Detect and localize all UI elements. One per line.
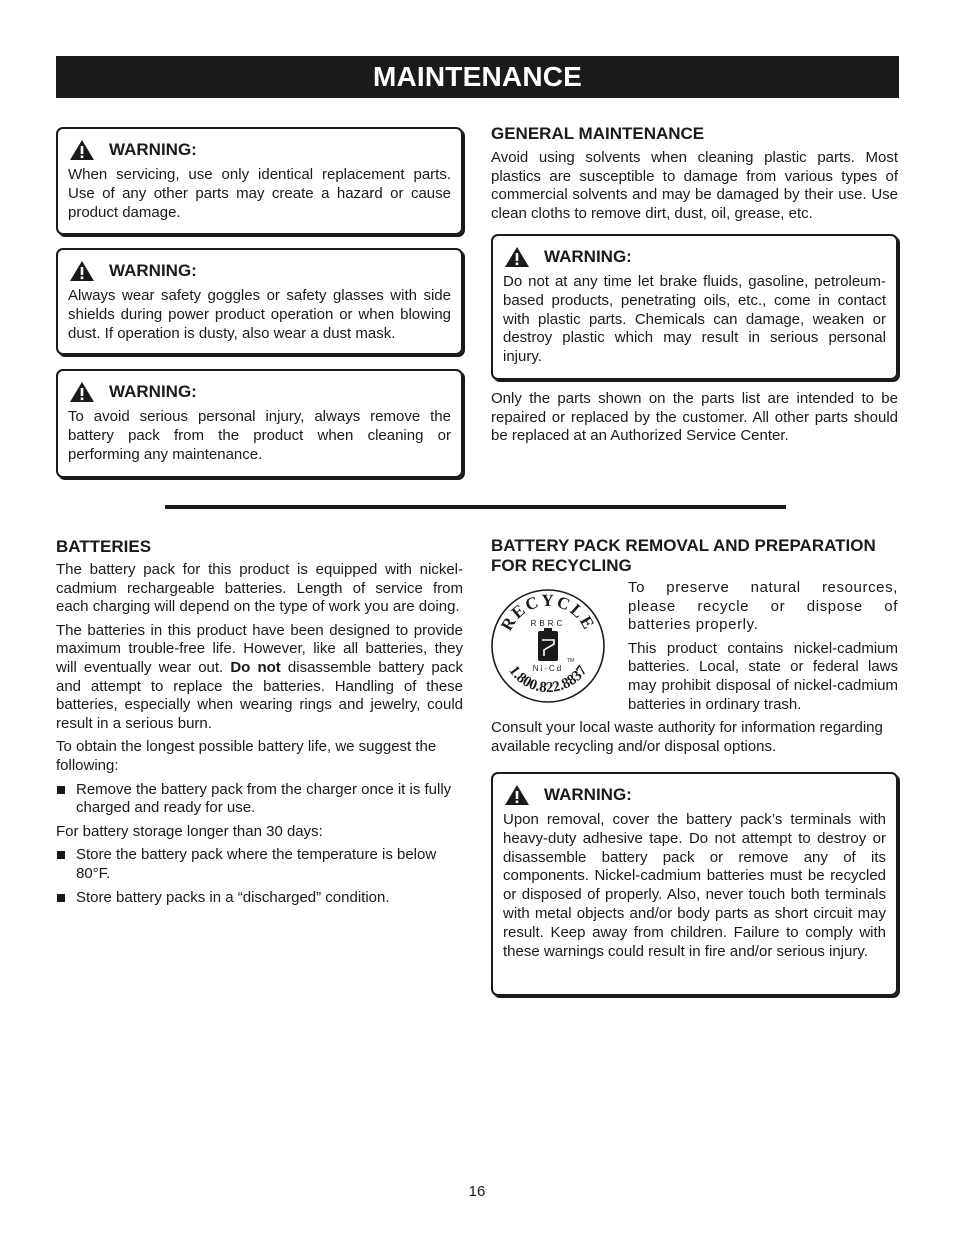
list-item: Remove the battery pack from the charger once it is fully charged and ready for use. (56, 781, 463, 818)
parts-text: Only the parts shown on the parts list are intended to be repaired or replaced by the customer. All other parts should be replaced at an Authorized Service Center. (491, 390, 898, 445)
warning-label: WARNING: (544, 247, 632, 266)
recycling-body (628, 579, 898, 714)
recycling-heading: BATTERY PACK REMOVAL AND PREPARATION FOR RECYCLING (491, 536, 876, 575)
recycling-paragraph-1: To preserve natural resources, please recycle or dispose of batteries properly. (628, 579, 898, 634)
warning-label: WARNING: (544, 785, 632, 804)
warning-text: Always wear safety goggles or safety glasses with side shields during power product operation or when blowing dust. If operation is dusty, also wear a dust mask. (68, 287, 451, 342)
warning-triangle-icon (504, 784, 530, 806)
warning-box-remove-battery (56, 369, 463, 478)
seal-recycle-text: RECYCLE (496, 590, 600, 634)
general-maintenance-text: Avoid using solvents when cleaning plastic parts. Most plastics are susceptible to damage from various types of commercial solvents and may be damaged by their use. Use clean cloths to remove dirt, dust, oil, grease, etc. (491, 149, 898, 222)
recycling-paragraph-3: Consult your local waste authority for information regarding available recycling and/or disposal options. (491, 719, 883, 755)
warning-triangle-icon (69, 260, 95, 282)
batteries-paragraph-2 (56, 622, 463, 734)
battery-tips-list (56, 781, 463, 818)
warning-triangle-icon (504, 246, 530, 268)
general-maintenance-section (491, 124, 898, 223)
battery-icon (538, 628, 558, 661)
recycling-paragraph-2: This product contains nickel-cadmium batteries. Local, state or federal laws may prohibit disposal of nickel-cadmium batteries in ordinary trash. (628, 639, 898, 713)
warning-label: WARNING: (109, 140, 197, 159)
warning-label: WARNING: (109, 382, 197, 401)
batteries-heading: BATTERIES (56, 537, 152, 556)
parts-section (491, 390, 898, 446)
section-divider (165, 505, 786, 509)
batteries-paragraph-2-end: disassemble battery pack and attempt to replace the batteries. Handling of these batteries, especially when wearing rings and jewelry, could result in a serious burn. (56, 658, 464, 732)
batteries-paragraph-2-start: The batteries in this product have been designed to provide maximum trouble-free life. However, like all batteries, they will eventually wear out. (56, 621, 463, 676)
recycling-section (491, 536, 898, 576)
batteries-storage-intro: For battery storage longer than 30 days: (56, 822, 323, 840)
list-item: Store the battery pack where the temperature is below 80°F. (56, 846, 463, 883)
rbrc-recycle-seal (490, 588, 606, 704)
seal-phone-text: 1.800.822.8837 (505, 663, 591, 697)
warning-triangle-icon (69, 381, 95, 403)
warning-text: Do not at any time let brake fluids, gasoline, petroleum-based products, penetrating oils, etc., come in contact with plastic parts. Chemicals can damage, weaken or destroy plastic which may result in serious personal injury. (503, 273, 886, 366)
page-number: 16 (468, 1183, 486, 1200)
warning-text: When servicing, use only identical replacement parts. Use of any other parts may create a hazard or cause product damage. (68, 166, 451, 221)
battery-storage-list (56, 846, 463, 907)
page-title: MAINTENANCE (56, 56, 899, 98)
warning-triangle-icon (69, 139, 95, 161)
warning-text: Upon removal, cover the battery pack’s terminals with heavy-duty adhesive tape. Do not attempt to destroy or disassemble battery pack or remove any of its components. Nickel-cadmium batteries must be recycled or disposed of properly. Also, never touch both terminals with metal objects and/or body parts as short circuit may result. Keep away from children. Failure to comply with these warnings could result in fire and/or serious injury. (503, 811, 886, 960)
seal-tm-text: TM (567, 658, 575, 664)
general-maintenance-heading: GENERAL MAINTENANCE (491, 124, 705, 143)
do-not-emphasis: Do not (230, 658, 281, 676)
warning-box-replacement-parts (56, 127, 463, 235)
batteries-section (56, 537, 463, 912)
warning-text: To avoid serious personal injury, always remove the battery pack from the product when cleaning or performing any maintenance. (68, 408, 451, 463)
recycling-consult (491, 719, 898, 756)
list-item: Store battery packs in a “discharged” condition. (56, 889, 463, 908)
warning-box-safety-goggles (56, 248, 463, 355)
batteries-paragraph-3: To obtain the longest possible battery life, we suggest the following: (56, 738, 437, 774)
batteries-paragraph-1: The battery pack for this product is equipped with nickel-cadmium rechargeable batteries. Length of service from each charging will depend on the type of work you are doing. (56, 561, 463, 616)
seal-rbrc-text: RBRC (530, 619, 566, 628)
seal-nicd-text: Ni-Cd (532, 664, 564, 673)
warning-box-terminals (491, 772, 898, 996)
warning-label: WARNING: (109, 261, 197, 280)
warning-box-chemicals (491, 234, 898, 380)
